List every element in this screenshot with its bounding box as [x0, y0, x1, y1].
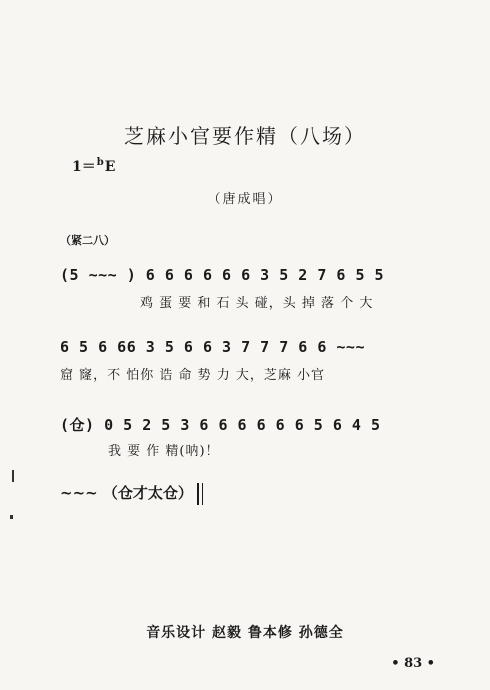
page-number: • 83 •	[391, 656, 435, 671]
lyric-line-2: 窟 窿，不 怕你 诰 命 势 力 大，芝麻 小官	[60, 368, 326, 383]
lyric-line-1: 鸡 蛋 要 和 石 头 碰，头 掉 落 个 大	[140, 296, 374, 311]
margin-mark	[12, 470, 14, 482]
key-signature	[72, 156, 115, 176]
notation-line-2: 6 5 6 66 3 5 6 6 3 7 7 7 6 6 ~~~	[60, 338, 365, 356]
key-prefix: 1＝	[72, 159, 96, 175]
margin-mark	[10, 515, 13, 519]
singer-label: （唐成唱）	[207, 192, 283, 207]
notation-line-3: (仓) 0 5 2 5 3 6 6 6 6 6 6 5 6 4 5	[60, 416, 381, 434]
section-label: （紧二八）	[60, 234, 115, 247]
notation-line-1: (5 ~~~ ) 6 6 6 6 6 6 3 5 2 7 6 5 5	[60, 266, 385, 284]
flat-sign: b	[96, 157, 104, 169]
page-title: 芝麻小官要作精（八场）	[124, 124, 366, 148]
final-barline	[197, 483, 203, 505]
percussion-text: ~~~ （仓才太仓）	[60, 484, 193, 502]
credits: 音乐设计 赵毅 鲁本修 孙德全	[146, 625, 344, 641]
percussion-line	[60, 482, 203, 505]
lyric-line-3: 我 要 作 精(呐)！	[108, 444, 220, 459]
key-note: E	[104, 159, 116, 175]
